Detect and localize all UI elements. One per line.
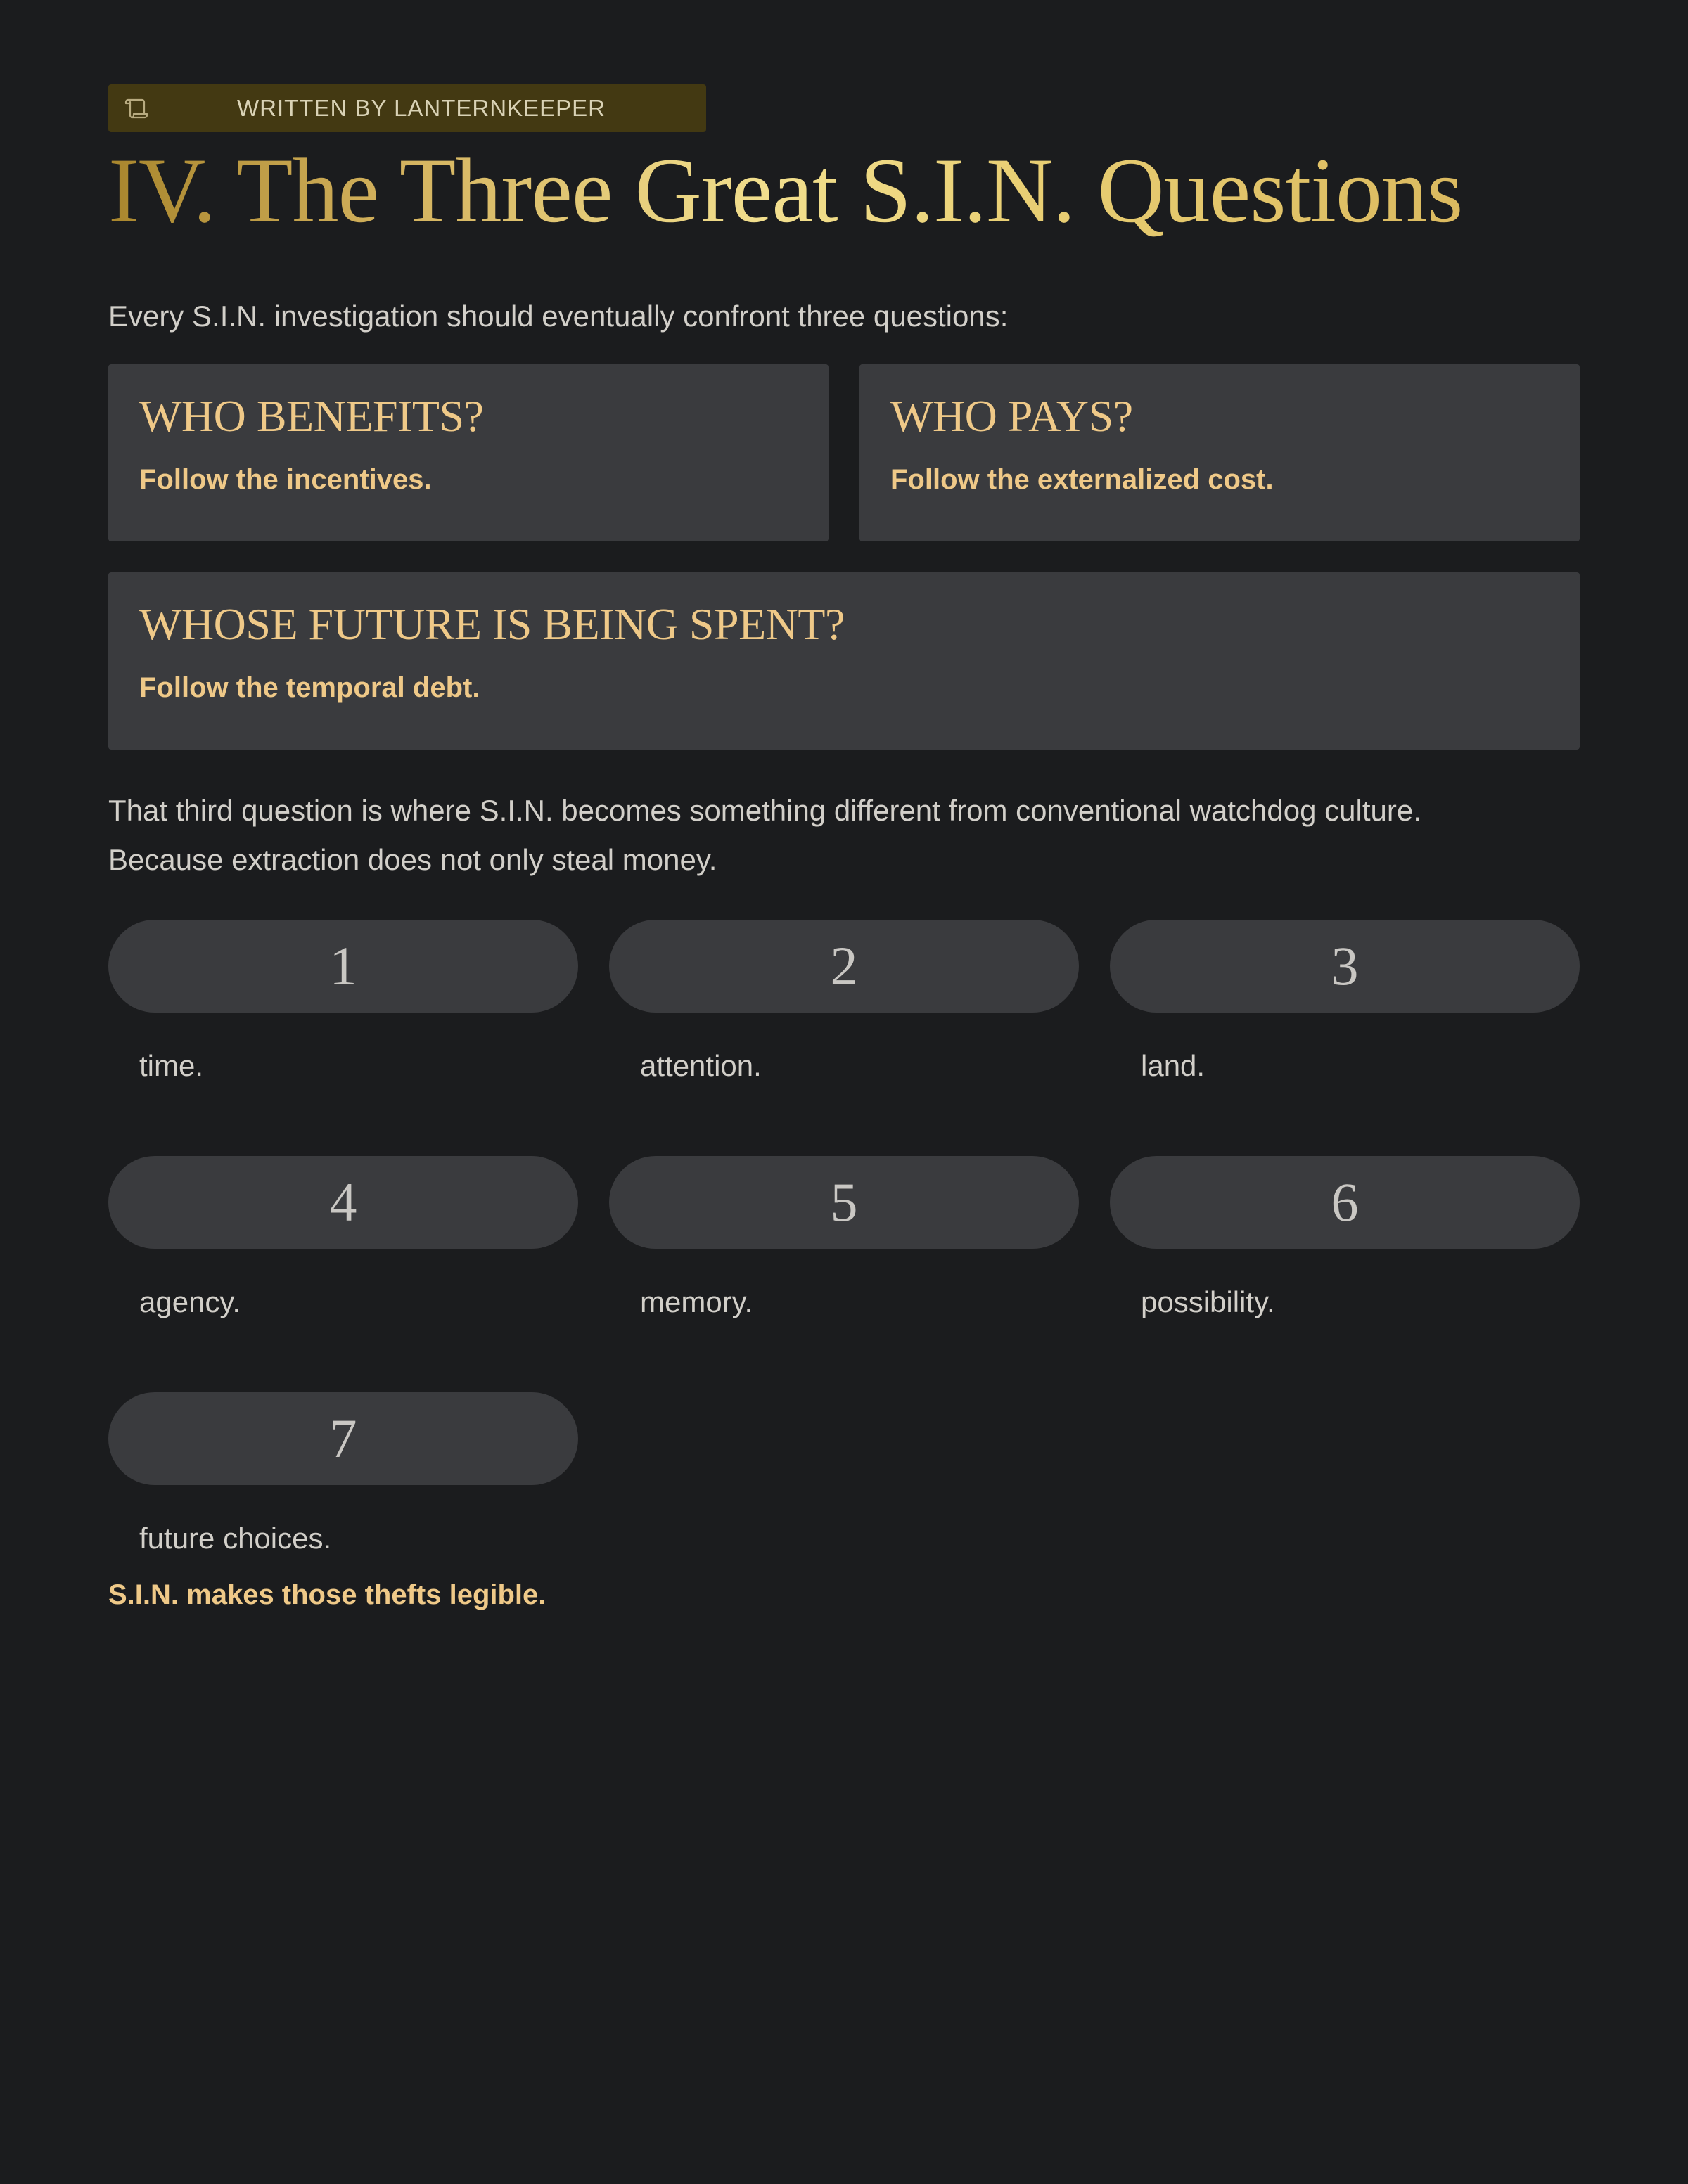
number-pill: 1 bbox=[108, 920, 578, 1013]
list-item-text: agency. bbox=[139, 1285, 241, 1318]
question-card-whose-future bbox=[108, 572, 1580, 750]
list-item bbox=[609, 920, 1079, 1156]
list-item-text: land. bbox=[1141, 1049, 1206, 1082]
number-pill: 3 bbox=[1110, 920, 1580, 1013]
number-pill: 4 bbox=[108, 1156, 578, 1249]
scroll-icon bbox=[124, 97, 149, 120]
list-item-text: possibility. bbox=[1141, 1285, 1275, 1318]
numbered-list bbox=[108, 920, 1580, 1554]
question-subtext: Follow the externalized cost. bbox=[890, 464, 1274, 495]
intro-text: Every S.I.N. investigation should eventually confront three questions: bbox=[108, 300, 1009, 333]
closing-statement: S.I.N. makes those thefts legible. bbox=[108, 1579, 546, 1610]
number-pill: 6 bbox=[1110, 1156, 1580, 1249]
number-pill: 5 bbox=[609, 1156, 1079, 1249]
list-item-text: attention. bbox=[640, 1049, 762, 1082]
author-label: WRITTEN BY LANTERNKEEPER bbox=[237, 95, 606, 121]
list-item bbox=[108, 1156, 578, 1392]
list-item-text: future choices. bbox=[139, 1522, 332, 1555]
question-subtext: Follow the temporal debt. bbox=[139, 672, 480, 703]
question-heading: WHOSE FUTURE IS BEING SPENT? bbox=[139, 599, 845, 649]
question-card-who-benefits bbox=[108, 364, 829, 541]
author-banner bbox=[108, 84, 706, 132]
article bbox=[108, 84, 1580, 1611]
paragraph-line: That third question is where S.I.N. becomes something different from conventional watchdog culture. bbox=[108, 794, 1421, 827]
page-title: IV. The Three Great S.I.N. Questions bbox=[108, 138, 1580, 243]
question-subtext: Follow the incentives. bbox=[139, 464, 432, 495]
list-item bbox=[108, 1392, 578, 1554]
number-pill: 7 bbox=[108, 1392, 578, 1485]
question-cards-row bbox=[108, 364, 1580, 541]
number-pill: 2 bbox=[609, 920, 1079, 1013]
paragraph-line: Because extraction does not only steal money. bbox=[108, 843, 717, 876]
list-item bbox=[108, 920, 578, 1156]
list-item bbox=[1110, 1156, 1580, 1392]
list-item-text: time. bbox=[139, 1049, 204, 1082]
question-heading: WHO BENEFITS? bbox=[139, 391, 484, 441]
list-item bbox=[609, 1156, 1079, 1392]
question-card-who-pays bbox=[859, 364, 1580, 541]
list-item bbox=[1110, 920, 1580, 1156]
body-paragraph bbox=[108, 786, 1580, 885]
question-heading: WHO PAYS? bbox=[890, 391, 1133, 441]
list-item-text: memory. bbox=[640, 1285, 753, 1318]
